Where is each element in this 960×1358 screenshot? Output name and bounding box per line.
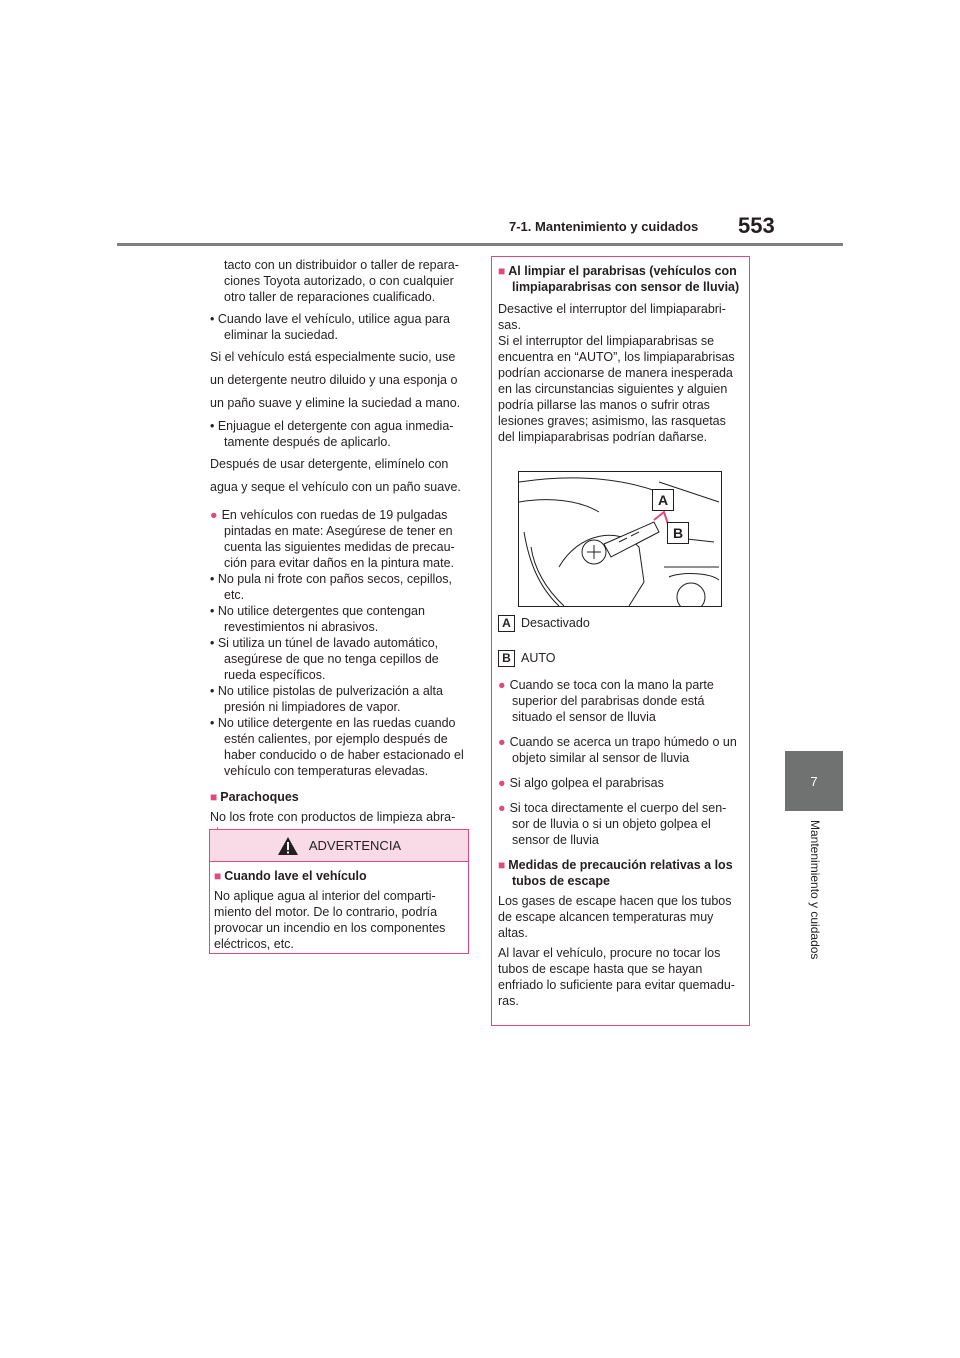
wiper-switch-figure [518,471,722,607]
warning-title: ADVERTENCIA [308,838,402,853]
bullet-item: ● Si algo golpea el parabrisas [498,776,664,791]
dash-item: • No pula ni frote con paños secos, cepillos, etc. [210,572,453,602]
square-bullet-icon: ■ [498,858,506,873]
dash-item: • Enjuague el detergente con agua inmedia-tamente después de aplicarlo. [210,419,454,449]
page-number: 553 [738,213,775,238]
callout-a: A [652,489,674,511]
subheading: ■ Medidas de precaución relativas a los tubos de escape [498,858,733,889]
caution-bottom [498,615,742,1009]
label-b-row: B AUTO [498,650,742,667]
bullet-item: ● Si toca directamente el cuerpo del sen-sor de lluvia o si un objeto golpea el sensor de lluvia [498,801,727,848]
paragraph: Si el interruptor del limpiaparabrisas se encuentra en “AUTO”, los limpiaparabrisas podrían accionarse de manera inesperada en las circunstancias siguientes y alguien podría pillarse las manos o sufrir otras lesiones graves; asimismo, las rasquetas del limpiaparabrisas podrían dañarse. [498,334,735,444]
caution-box [491,256,750,1026]
paragraph: un paño suave y elimine la suciedad a mano. [210,396,461,410]
paragraph: No los frote con productos de limpieza abra- [210,810,456,824]
bullet-dot-icon: ● [210,508,218,522]
bullet-item: ● En vehículos con ruedas de 19 pulgadas pintadas en mate: Asegúrese de tener en cuenta las siguientes medidas de precau-ción para evitar daños en la pintura mate. [210,508,455,570]
label-a-icon: A [498,615,515,632]
bullet-item: ● Cuando se acerca un trapo húmedo o un objeto similar al sensor de lluvia [498,735,737,766]
warning-header [210,830,468,862]
paragraph: un detergente neutro diluido y una esponja o [210,373,458,387]
bullet-item: ● Cuando se toca con la mano la parte superior del parabrisas donde está situado el sensor de lluvia [498,678,714,725]
square-bullet-icon: ■ [214,869,222,883]
paragraph: tacto con un distribuidor o taller de repara-ciones Toyota autorizado, o con cualquier otro taller de reparaciones cualificado. [224,258,459,304]
warning-triangle-icon [277,836,299,856]
section-title: 7-1. Mantenimiento y cuidados [509,219,699,234]
warning-body [210,862,468,958]
bullet-dot-icon: ● [498,776,506,791]
paragraph: agua y seque el vehículo con un paño suave. [210,480,461,494]
dash-item: • No utilice detergente en las ruedas cuando estén calientes, por ejemplo después de haber conducido o de haber estacionado el vehículo con temperaturas elevadas. [210,716,464,778]
paragraph: Si el vehículo está especialmente sucio, use [210,350,456,364]
callout-b: B [667,522,689,544]
paragraph: Desactive el interruptor del limpiaparabri-sas. [498,302,726,332]
bullet-dot-icon: ● [498,735,506,750]
header-rule [117,243,843,246]
paragraph: Los gases de escape hacen que los tubos de escape alcancen temperaturas muy altas. [498,894,732,941]
label-a-row: A Desactivado [498,615,742,632]
paragraph: Después de usar detergente, elimínelo con [210,457,449,471]
steering-column-illustration [519,472,721,606]
paragraph: Al lavar el vehículo, procure no tocar los tubos de escape hasta que se hayan enfriado lo suficiente para evitar quemadu-ras. [498,946,735,1009]
dash-item: • Si utiliza un túnel de lavado automático, asegúrese de que no tenga cepillos de rueda específicos. [210,636,439,682]
square-bullet-icon: ■ [498,264,506,278]
chapter-label: Mantenimiento y cuidados [808,820,822,960]
subheading: ■ Parachoques [210,790,299,804]
caution-top [498,263,742,445]
dash-item: • No utilice pistolas de pulverización a alta presión ni limpiadores de vapor. [210,684,443,714]
subheading: ■ Al limpiar el parabrisas (vehículos con limpiaparabrisas con sensor de lluvia) [498,264,740,294]
dash-item: • No utilice detergentes que contengan revestimientos ni abrasivos. [210,604,425,634]
chapter-tab: 7 [785,751,843,811]
bullet-dot-icon: ● [498,678,506,693]
warning-heading: ■ Cuando lave el vehículo [214,869,367,883]
warning-box [209,829,469,954]
dash-item: • Cuando lave el vehículo, utilice agua para eliminar la suciedad. [210,312,450,342]
label-b-icon: B [498,650,515,667]
bullet-dot-icon: ● [498,801,506,816]
left-column [210,257,468,847]
square-bullet-icon: ■ [210,790,218,804]
warning-text: No aplique agua al interior del comparti-miento del motor. De lo contrario, podría provocar un incendio en los componentes eléctricos, etc. [214,889,446,951]
